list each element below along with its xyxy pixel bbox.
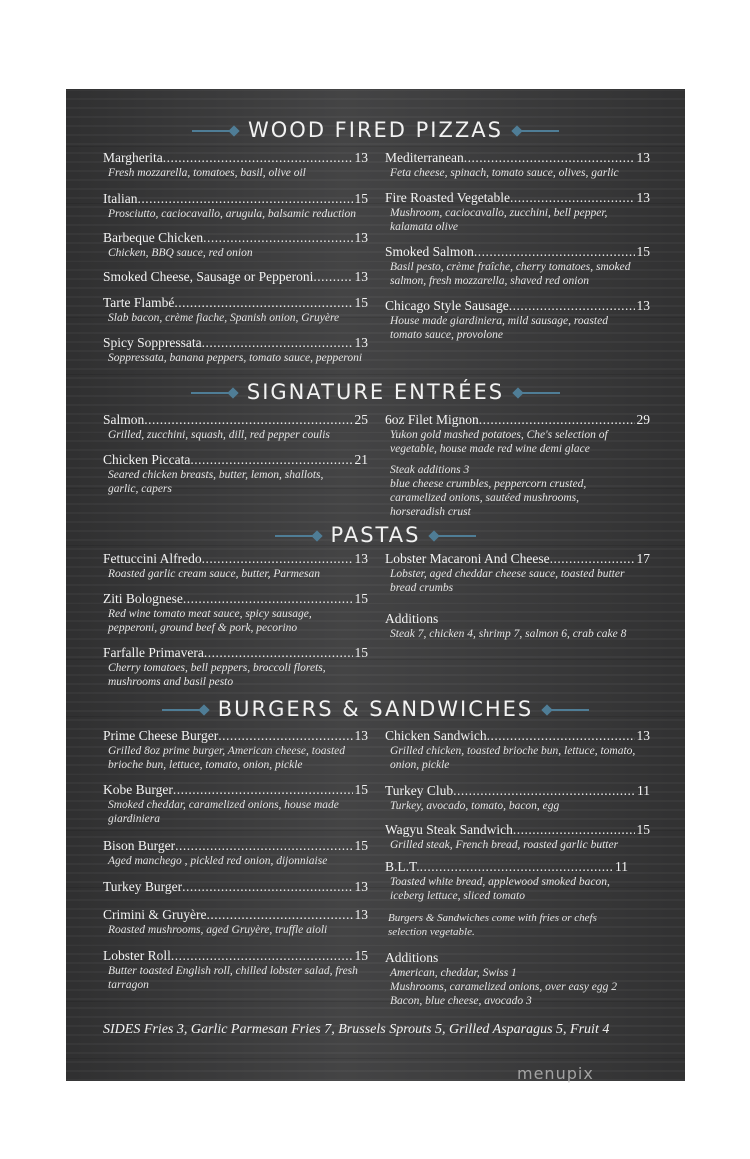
item-description: Prosciutto, caciocavallo, arugula, balsamic reduction (108, 208, 356, 220)
item-name: Smoked Cheese, Sausage or Pepperoni (103, 269, 314, 284)
burger-additions (385, 949, 650, 1008)
menu-item (103, 591, 368, 635)
menu-item (385, 859, 628, 903)
additions-line: Mushrooms, caramelized onions, over easy egg 2 (390, 981, 617, 993)
menu-item (385, 728, 650, 772)
item-description: Grilled chicken, toasted brioche bun, lettuce, tomato, (390, 745, 636, 757)
item-description: tomato sauce, provolone (390, 329, 503, 341)
item-price: 13 (636, 728, 650, 743)
item-description: Chicken, BBQ sauce, red onion (108, 247, 253, 259)
item-description: Lobster, aged cheddar cheese sauce, toasted butter (390, 568, 625, 580)
menu-item (103, 879, 368, 895)
menu-item (103, 782, 368, 826)
item-description: Red wine tomato meat sauce, spicy sausage, (108, 608, 312, 620)
item-name: Wagyu Steak Sandwich (385, 822, 513, 837)
additions-heading: Additions (385, 950, 439, 965)
section-title-entrees: SIGNATURE ENTRÉES (66, 379, 685, 405)
menu-item (385, 551, 650, 595)
ornament-right-icon (517, 130, 559, 132)
item-name: 6oz Filet Mignon (385, 412, 479, 427)
item-name: Chicago Style Sausage (385, 298, 509, 313)
item-description: garlic, capers (108, 483, 172, 495)
item-description: Toasted white bread, applewood smoked bacon, (390, 876, 610, 888)
item-description: Grilled 8oz prime burger, American cheese, toasted (108, 745, 345, 757)
menu-item (103, 412, 368, 442)
item-description: Slab bacon, crème fiache, Spanish onion, Gruyère (108, 312, 340, 324)
item-description: House made giardiniera, mild sausage, roasted (390, 315, 608, 327)
item-price: 13 (354, 230, 368, 245)
menu-item (385, 783, 650, 813)
menu-item (385, 298, 650, 342)
menu-item (103, 728, 368, 772)
item-price: 11 (615, 859, 628, 874)
item-description: tarragon (108, 979, 149, 991)
item-description: Seared chicken breasts, butter, lemon, shallots, (108, 469, 324, 481)
item-description: Aged manchego , pickled red onion, dijonniaise (108, 855, 328, 867)
item-price: 13 (354, 551, 368, 566)
additions-line: Steak 7, chicken 4, shrimp 7, salmon 6, crab cake 8 (390, 628, 627, 640)
item-description: Turkey, avocado, tomato, bacon, egg (390, 800, 560, 812)
item-price: 17 (636, 551, 650, 566)
sides-line: SIDES Fries 3, Garlic Parmesan Fries 7, Brussels Sprouts 5, Grilled Asparagus 5, Fruit 4 (103, 1022, 610, 1037)
menu-item (103, 948, 368, 992)
item-description: Feta cheese, spinach, tomato sauce, olives, garlic (390, 167, 619, 179)
additions-line: Bacon, blue cheese, avocado 3 (390, 995, 532, 1007)
item-price: 21 (354, 452, 368, 467)
watermark: menupix (517, 1064, 594, 1083)
menu-item (103, 335, 368, 365)
item-price: 15 (354, 295, 368, 310)
item-price: 15 (636, 244, 650, 259)
menu-item (385, 822, 650, 852)
ornament-right-icon (434, 535, 476, 537)
menu-item (385, 244, 650, 288)
item-description: pepperoni, ground beef & pork, pecorino (108, 622, 298, 634)
item-price: 15 (636, 822, 650, 837)
item-name: Mediterranean (385, 150, 464, 165)
menu-item (103, 191, 368, 221)
item-price: 13 (354, 269, 368, 284)
item-description: Grilled steak, French bread, roasted garlic butter (390, 839, 619, 851)
menu-item (103, 838, 368, 868)
item-price: 13 (354, 907, 368, 922)
item-price: 13 (636, 298, 650, 313)
additions-heading: Additions (385, 611, 439, 626)
item-description: Basil pesto, crème fraîche, cherry tomatoes, smoked (390, 261, 631, 273)
menu-item (103, 150, 368, 180)
item-price: 13 (636, 190, 650, 205)
menu-item (103, 907, 368, 937)
item-description: brioche bun, lettuce, tomato, onion, pickle (108, 759, 303, 771)
ornament-left-icon (275, 535, 317, 537)
item-name: Fire Roasted Vegetable (385, 190, 510, 205)
ornament-left-icon (162, 709, 204, 711)
item-description: Cherry tomatoes, bell peppers, broccoli florets, (108, 662, 326, 674)
item-price: 13 (354, 879, 368, 894)
item-name: Fettuccini Alfredo (103, 551, 202, 566)
item-price: 15 (354, 645, 368, 660)
item-name: Italian (103, 191, 138, 206)
item-name: Salmon (103, 412, 145, 427)
item-name: Kobe Burger (103, 782, 173, 797)
section-title-burgers: BURGERS & SANDWICHES (66, 696, 685, 722)
item-name: Chicken Piccata (103, 452, 191, 467)
menu-item (103, 295, 368, 325)
item-price: 15 (354, 191, 368, 206)
item-name: Lobster Macaroni And Cheese (385, 551, 550, 566)
item-price: 13 (354, 150, 368, 165)
menu-item (385, 150, 650, 180)
section-title-pizzas: WOOD FIRED PIZZAS (66, 117, 685, 143)
menu-item (103, 551, 368, 581)
item-price: 13 (354, 335, 368, 350)
item-name: B.L.T. (385, 859, 420, 874)
item-description: Yukon gold mashed potatoes, Che's selection of (390, 429, 608, 441)
burgers-sides-note: Burgers & Sandwiches come with fries or chefs selection vegetable. (388, 912, 597, 938)
item-description: Mushroom, caciocavallo, zucchini, bell pepper, (390, 207, 608, 219)
section-title-pastas: PASTAS (66, 522, 685, 548)
ornament-right-icon (547, 709, 589, 711)
ornament-right-icon (518, 392, 560, 394)
item-description: Fresh mozzarella, tomatoes, basil, olive oil (108, 167, 306, 179)
item-name: Lobster Roll (103, 948, 171, 963)
item-name: Tarte Flambé (103, 295, 175, 310)
item-price: 15 (354, 948, 368, 963)
menu-item (385, 190, 650, 234)
item-price: 11 (637, 783, 650, 798)
item-description: Butter toasted English roll, chilled lobster salad, fresh (108, 965, 358, 977)
item-name: Farfalle Primavera (103, 645, 204, 660)
item-name: Margherita (103, 150, 163, 165)
item-description: iceberg lettuce, sliced tomato (390, 890, 525, 902)
item-description: giardiniera (108, 813, 160, 825)
item-price: 15 (354, 838, 368, 853)
menu-item (103, 452, 368, 496)
menu-item (103, 230, 368, 260)
item-description: Soppressata, banana peppers, tomato sauce, pepperoni (108, 352, 363, 364)
item-name: Bison Burger (103, 838, 176, 853)
item-description: kalamata olive (390, 221, 459, 233)
item-price: 13 (636, 150, 650, 165)
item-name: Crimini & Gruyère (103, 907, 207, 922)
item-price: 15 (354, 591, 368, 606)
item-description: onion, pickle (390, 759, 450, 771)
item-name: Barbeque Chicken (103, 230, 204, 245)
ornament-left-icon (191, 392, 233, 394)
item-name: Turkey Burger (103, 879, 183, 894)
menu-item (385, 412, 650, 456)
item-name: Ziti Bolognese (103, 591, 183, 606)
item-price: 29 (636, 412, 650, 427)
menu-item (103, 269, 368, 285)
pasta-additions (385, 610, 650, 641)
item-description: Smoked cheddar, caramelized onions, house made (108, 799, 339, 811)
menu-item (103, 645, 368, 689)
item-name: Smoked Salmon (385, 244, 474, 259)
item-name: Prime Cheese Burger (103, 728, 219, 743)
item-description: salmon, fresh mozzarella, shaved red onion (390, 275, 590, 287)
additions-line: American, cheddar, Swiss 1 (390, 967, 517, 979)
item-name: Spicy Soppressata (103, 335, 202, 350)
item-name: Turkey Club (385, 783, 454, 798)
item-description: Roasted garlic cream sauce, butter, Parmesan (108, 568, 320, 580)
item-description: bread crumbs (390, 582, 454, 594)
item-description: Roasted mushrooms, aged Gruyère, truffle aioli (108, 924, 328, 936)
item-name: Chicken Sandwich (385, 728, 487, 743)
item-description: Grilled, zucchini, squash, dill, red pepper coulis (108, 429, 330, 441)
item-description: mushrooms and basil pesto (108, 676, 234, 688)
ornament-left-icon (192, 130, 234, 132)
item-price: 25 (354, 412, 368, 427)
item-price: 13 (354, 728, 368, 743)
item-description: vegetable, house made red wine demi glace (390, 443, 590, 455)
steak-additions-note: Steak additions 3 blue cheese crumbles, peppercorn crusted, caramelized onions, sautéed mushrooms, horseradish crust (390, 464, 587, 518)
item-price: 15 (354, 782, 368, 797)
